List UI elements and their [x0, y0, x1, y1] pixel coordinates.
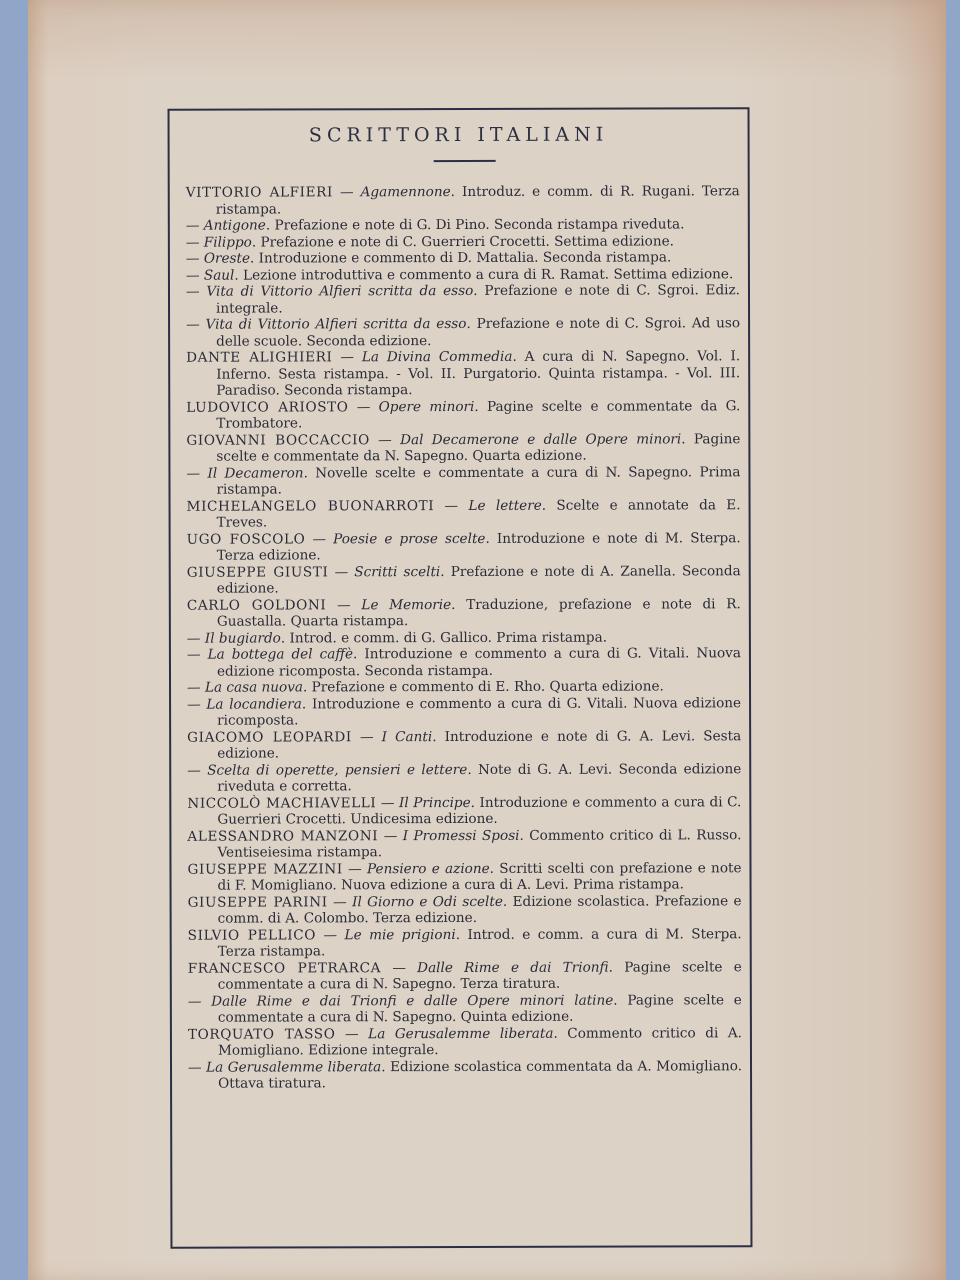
catalog-entry [186, 266, 740, 284]
catalog-entry [187, 678, 741, 696]
catalog-entry [186, 348, 740, 399]
entry-dash: — [186, 316, 200, 333]
entry-work-title: Scritti scelti [354, 563, 441, 580]
catalog-entry [186, 216, 740, 234]
entry-details: . Introduz. e comm. di R. Rugani. Terza ristampa. [215, 183, 740, 218]
entry-work-title: Vita di Vittorio Alfieri scritta da esso [206, 282, 474, 300]
entry-dash: — [333, 893, 347, 910]
entry-author: GIOVANNI BOCCACCIO [186, 431, 370, 449]
catalog-entry [187, 497, 741, 531]
entry-work-title: Opere minori [378, 398, 475, 415]
catalog-entry [186, 282, 740, 316]
entry-dash: — [185, 234, 200, 251]
entry-work-title: La Gerusalemme liberata [206, 1058, 382, 1076]
paper-stain [28, 0, 946, 80]
catalog-entry [186, 249, 740, 267]
series-title: SCRITTORI ITALIANI [308, 123, 609, 147]
entry-details: . Prefazione e commento di E. Rho. Quarta edizione. [302, 678, 664, 696]
entry-details: . Pagine scelte e commentate da G. Trombatore. [216, 397, 741, 432]
entry-dash: — [185, 283, 200, 300]
entry-dash: — [185, 250, 200, 267]
entry-details: . Edizione scolastica. Prefazione e comm. di A. Colombo. Terza edizione. [217, 892, 742, 927]
entry-details: . Introduzione e note di M. Sterpa. Terza edizione. [216, 529, 741, 564]
entry-work-title: La bottega del caffè [207, 646, 354, 663]
catalog-entry [188, 1025, 742, 1059]
entry-work-title: Dalle Rime e dai Trionfi e dalle Opere minori latine [211, 992, 614, 1010]
catalog-entry [186, 431, 740, 465]
entry-dash: — [186, 465, 201, 482]
entry-dash: — [185, 217, 200, 234]
entry-details: . Introd. e comm. di G. Gallico. Prima ristampa. [280, 629, 608, 646]
entry-work-title: Filippo [203, 234, 252, 251]
entry-details: . Prefazione e note di C. Guerrieri Crocetti. Settima edizione. [251, 232, 674, 251]
entry-work-title: Il bugiardo [204, 629, 281, 647]
entry-author: GIUSEPPE GIUSTI [186, 563, 329, 581]
entry-dash: — [334, 563, 349, 580]
entry-dash: — [187, 993, 202, 1010]
catalog-entry [187, 629, 741, 647]
entry-details: . Prefazione e note di C. Sgroi. Ediz. integrale. [216, 282, 741, 317]
entry-dash: — [383, 827, 398, 844]
entry-author: DANTE ALIGHIERI [186, 349, 333, 366]
entry-details: . Traduzione, prefazione e note di R. Guastalla. Quarta ristampa. [216, 595, 741, 630]
entry-details: . Lezione introduttiva e commento a cura di R. Ramat. Settima edizione. [234, 265, 734, 284]
entry-author: LUDOVICO ARIOSTO [186, 398, 349, 416]
entry-dash: — [359, 728, 374, 745]
entry-details: . Introduzione e commento a cura di G. Vitali. Nuova edizione ricomposta. [217, 694, 742, 729]
catalog-entry [187, 530, 741, 564]
entry-details: . Introduzione e commento di D. Mattalia. Seconda ristampa. [249, 249, 672, 267]
entry-author: GIACOMO LEOPARDI [187, 728, 352, 746]
catalog-entry [187, 827, 741, 861]
entry-dash: — [186, 630, 201, 647]
entry-work-title: I Canti [381, 728, 433, 745]
entry-dash: — [356, 398, 371, 415]
entry-work-title: Scelta di operette, pensieri e lettere [207, 761, 468, 779]
entry-work-title: Dal Decamerone e dalle Opere minori [400, 430, 682, 448]
catalog-entry [187, 761, 741, 795]
entry-work-title: Oreste [203, 250, 251, 267]
catalog-entry [187, 728, 741, 762]
entry-work-title: Vita di Vittorio Alfieri scritta da esso [205, 315, 467, 333]
title-divider [434, 160, 496, 162]
catalog-entry [186, 398, 740, 432]
catalog-list [186, 183, 742, 1092]
entry-dash: — [185, 267, 200, 284]
catalog-entry [186, 315, 740, 349]
entry-work-title: La locandiera [206, 695, 302, 713]
entry-details: . Introduzione e note di G. A. Levi. Sesta edizione. [217, 727, 742, 762]
entry-dash: — [187, 762, 201, 779]
entry-dash: — [444, 497, 459, 514]
entry-details: . Introduzione e commento a cura di C. Guerrieri Crocetti. Undicesima edizione. [217, 793, 742, 828]
catalog-entry [188, 959, 742, 993]
catalog-entry [187, 860, 741, 894]
catalog-entry [186, 183, 740, 217]
catalog-entry [188, 1058, 742, 1092]
entry-details: . Pagine scelte e commentate a cura di N. Sapegno. Quinta edizione. [217, 991, 742, 1026]
entry-details: . Commento critico di A. Momigliano. Edizione integrale. [217, 1024, 742, 1059]
entry-details: . Commento critico di L. Russo. Ventiseiesima ristampa. [217, 826, 742, 861]
entry-author: UGO FOSCOLO [186, 530, 306, 548]
entry-dash: — [380, 794, 395, 811]
entry-details: . Pagine scelte e commentate da N. Sapegno. Quarta edizione. [216, 430, 741, 465]
entry-details: . Introduzione e commento a cura di G. Vitali. Nuova edizione ricomposta. Seconda ristampa. [216, 645, 741, 680]
entry-dash: — [340, 349, 354, 366]
entry-dash: — [186, 646, 201, 663]
entry-work-title: Il Decameron [207, 464, 304, 482]
entry-author: ALESSANDRO MANZONI [187, 827, 379, 845]
entry-work-title: Pensiero e azione [366, 860, 490, 877]
entry-work-title: La Divina Commedia [361, 348, 513, 366]
entry-work-title: Antigone [203, 217, 266, 234]
entry-work-title: Saul [203, 267, 235, 284]
entry-details: . A cura di N. Sapegno. Vol. I. Inferno. Sesta ristampa. - Vol. II. Purgatorio. Quinta ristampa. - Vol. III. Paradiso. Seconda ristampa. [216, 348, 741, 399]
entry-work-title: Poesie e prose scelte [333, 530, 486, 547]
entry-details: . Note di G. A. Levi. Seconda edizione riveduta e corretta. [217, 760, 742, 795]
catalog-entry [186, 464, 740, 498]
entry-dash: — [187, 679, 201, 696]
catalog-entry [187, 563, 741, 597]
entry-author: CARLO GOLDONI [186, 596, 327, 614]
catalog-entry [186, 233, 740, 251]
catalog-entry [188, 992, 742, 1026]
catalog-entry [187, 596, 741, 630]
entry-author: MICHELANGELO BUONARROTI [186, 497, 435, 515]
entry-dash: — [348, 860, 362, 877]
entry-dash: — [323, 926, 338, 943]
entry-work-title: Le Memorie [361, 596, 452, 613]
catalog-frame [168, 107, 753, 1249]
entry-details: . Prefazione e note di C. Sgroi. Ad uso delle scuole. Seconda edizione. [216, 315, 741, 350]
catalog-entry [187, 645, 741, 679]
entry-work-title: Dalle Rime e dai Trionfi [417, 959, 609, 976]
book-back-cover [28, 0, 946, 1280]
entry-work-title: La casa nuova [204, 679, 304, 696]
catalog-entry [188, 926, 742, 960]
entry-dash: — [187, 696, 201, 713]
entry-dash: — [187, 1059, 202, 1076]
entry-work-title: Il Principe [398, 794, 471, 811]
entry-details: . Scritti scelti con prefazione e note di F. Momigliano. Nuova edizione a cura di A. Levi. Prima ristampa. [217, 859, 742, 894]
catalog-entry [187, 695, 741, 729]
entry-author: VITTORIO ALFIERI [185, 184, 333, 201]
entry-details: . Edizione scolastica commentata da A. Momigliano. Ottava tiratura. [218, 1057, 743, 1092]
entry-work-title: I Promessi Sposi [402, 827, 520, 844]
entry-author: SILVIO PELLICO [187, 926, 317, 944]
entry-details: . Novelle scelte e commentate a cura di N. Sapegno. Prima ristampa. [216, 463, 741, 498]
entry-author: TORQUATO TASSO [187, 1025, 336, 1043]
entry-details: . Pagine scelte e commentate a cura di N. Sapegno. Terza tiratura. [217, 958, 742, 993]
entry-work-title: La Gerusalemme liberata [368, 1025, 554, 1042]
entry-details: . Prefazione e note di G. Di Pino. Seconda ristampa riveduta. [265, 216, 685, 234]
entry-dash: — [378, 431, 392, 448]
entry-author: NICCOLÒ MACHIAVELLI [187, 794, 377, 812]
entry-work-title: Agamennone [360, 184, 451, 201]
entry-work-title: Le lettere [468, 497, 542, 514]
entry-details: . Prefazione e note di A. Zanella. Seconda edizione. [216, 562, 741, 597]
catalog-entry [188, 893, 742, 927]
entry-details: . Introd. e comm. a cura di M. Sterpa. Terza ristampa. [217, 925, 742, 960]
entry-dash: — [312, 530, 327, 547]
catalog-entry [187, 794, 741, 828]
entry-author: FRANCESCO PETRARCA [187, 959, 382, 977]
entry-dash: — [337, 596, 351, 613]
entry-author: GIUSEPPE MAZZINI [187, 860, 343, 878]
entry-work-title: Le mie prigioni [344, 926, 456, 943]
entry-author: GIUSEPPE PARINI [187, 893, 328, 911]
entry-dash: — [339, 184, 354, 201]
entry-dash: — [344, 1025, 359, 1042]
entry-work-title: Il Giorno e Odi scelte [352, 893, 503, 910]
entry-details: . Scelte e annotate da E. Treves. [216, 496, 741, 531]
entry-dash: — [392, 959, 406, 976]
